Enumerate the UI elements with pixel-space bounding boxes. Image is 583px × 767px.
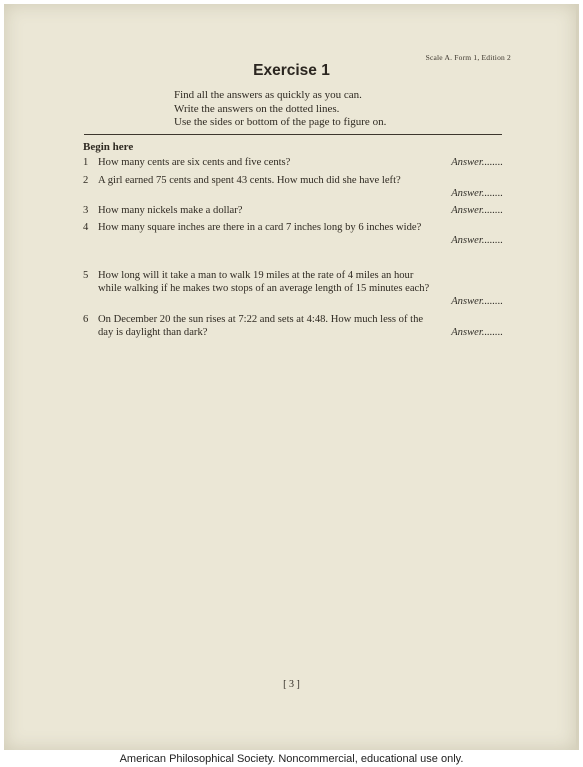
question-4: [83, 222, 503, 248]
question-text: How long will it take a man to walk 19 miles at the rate of 4 miles an hour while walking if he makes two stops of an average length of 15 minutes each?: [98, 270, 430, 294]
question-text: On December 20 the sun rises at 7:22 and sets at 4:48. How much less of the day is daylight than dark?: [98, 314, 424, 338]
question-text: How many nickels make a dollar?: [98, 205, 243, 216]
question-number: 3: [83, 205, 89, 216]
question-text: A girl earned 75 cents and spent 43 cents. How much did she have left?: [98, 175, 401, 186]
question-number: 5: [83, 270, 89, 281]
scale-form-edition: Scale A. Form 1, Edition 2: [425, 53, 511, 62]
question-3: [83, 205, 503, 218]
question-number: 6: [83, 314, 89, 325]
instruction-line: Write the answers on the dotted lines.: [174, 102, 340, 115]
question-number: 1: [83, 157, 89, 168]
archive-footer: American Philosophical Society. Noncommercial, educational use only.: [119, 753, 464, 765]
question-5: [83, 270, 503, 309]
question-text: How many cents are six cents and five cents?: [98, 157, 291, 168]
instruction-line: Use the sides or bottom of the page to figure on.: [174, 116, 387, 128]
answer-blank[interactable]: Answer........: [451, 235, 503, 246]
question-2: [83, 175, 503, 201]
instruction-line: Find all the answers as quickly as you can.: [174, 89, 362, 101]
answer-blank[interactable]: Answer........: [451, 205, 503, 216]
question-text: How many square inches are there in a card 7 inches long by 6 inches wide?: [98, 222, 422, 233]
question-number: 2: [83, 175, 89, 186]
horizontal-rule: [84, 134, 502, 135]
answer-blank[interactable]: Answer........: [451, 157, 503, 168]
answer-blank[interactable]: Answer........: [451, 296, 503, 307]
answer-blank[interactable]: Answer........: [451, 188, 503, 199]
instructions: [174, 89, 386, 130]
begin-here-label: Begin here: [83, 141, 134, 153]
answer-blank[interactable]: Answer........: [451, 327, 503, 338]
question-6: [83, 314, 503, 340]
page-number: [ 3 ]: [283, 679, 300, 690]
question-1: [83, 157, 503, 170]
exercise-title: Exercise 1: [253, 62, 330, 79]
question-number: 4: [83, 222, 89, 233]
